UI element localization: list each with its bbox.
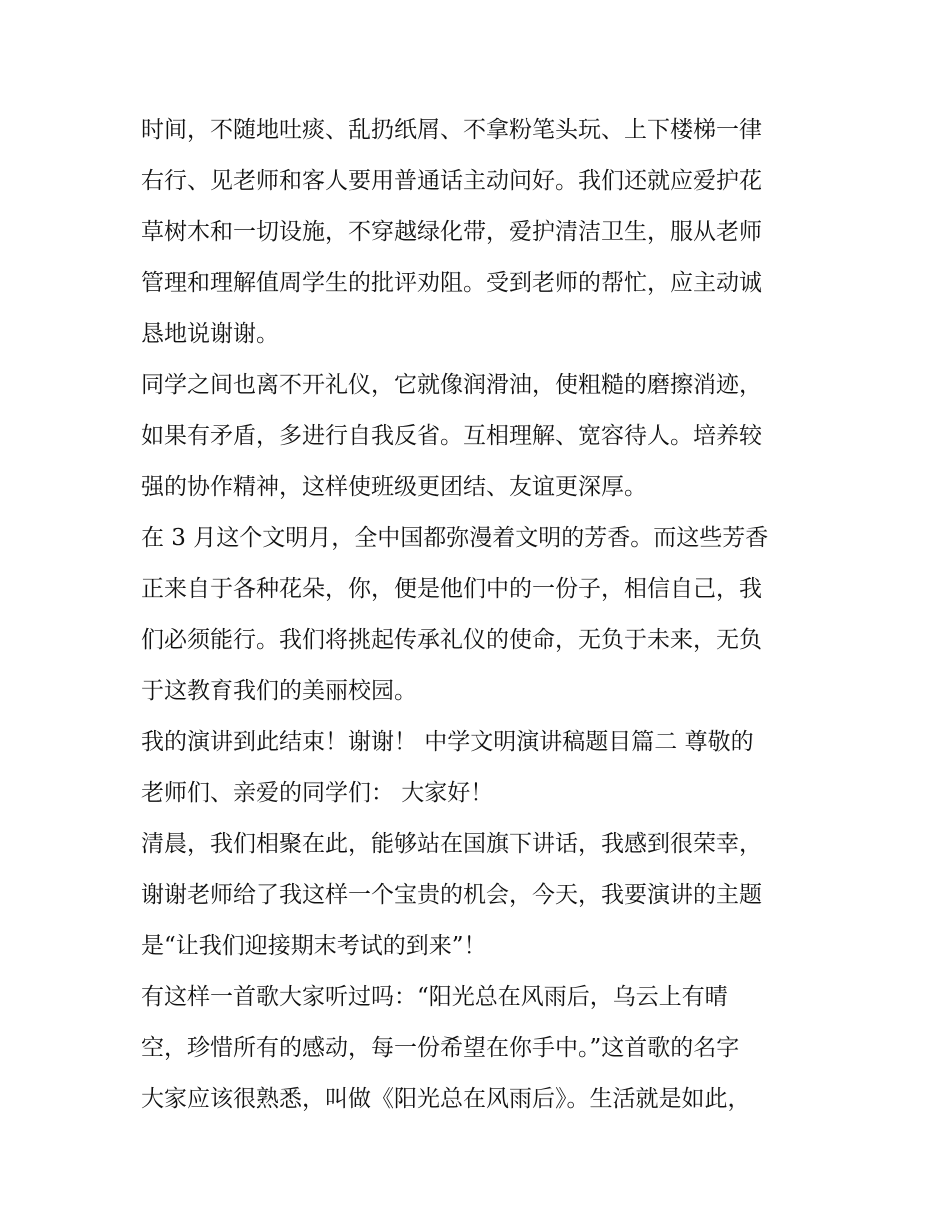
- text-line: 是“让我们迎接期末考试的到来”！: [141, 933, 487, 959]
- text-line: 老师们、亲爱的同学们： 大家好！: [141, 780, 494, 806]
- text-line: 强的协作精神，这样使班级更团结、友谊更深厚。: [141, 474, 647, 500]
- text-line: 有这样一首歌大家听过吗：“阳光总在风雨后，乌云上有晴: [141, 984, 728, 1010]
- text-line: 空，珍惜所有的感动，每一份希望在你手中。”这首歌的名字: [141, 1035, 740, 1061]
- text-line: 我的演讲到此结束！谢谢！ 中学文明演讲稿题目篇二 尊敬的: [141, 729, 754, 755]
- text-line: 谢谢老师给了我这样一个宝贵的机会，今天，我要演讲的主题: [141, 882, 762, 908]
- text-line: 们必须能行。我们将挑起传承礼仪的使命，无负于未来，无负: [141, 627, 762, 653]
- body-text: [141, 105, 821, 1125]
- text-line: 于这教育我们的美丽校园。: [141, 678, 417, 704]
- text-line: 管理和理解值周学生的批评劝阻。受到老师的帮忙，应主动诚: [141, 270, 762, 296]
- text-line: 草树木和一切设施，不穿越绿化带，爱护清洁卫生，服从老师: [141, 219, 762, 245]
- text-line: 如果有矛盾，多进行自我反省。互相理解、宽容待人。培养较: [141, 423, 762, 449]
- text-line: 恳地说谢谢。: [141, 321, 279, 347]
- text-line: 正来自于各种花朵，你，便是他们中的一份子，相信自己，我: [141, 576, 762, 602]
- text-line: 时间，不随地吐痰、乱扔纸屑、不拿粉笔头玩、上下楼梯一律: [141, 117, 762, 143]
- text-line: 同学之间也离不开礼仪，它就像润滑油，使粗糙的磨擦消迹，: [141, 372, 762, 398]
- text-line: 清晨，我们相聚在此，能够站在国旗下讲话，我感到很荣幸，: [141, 831, 762, 857]
- text-line: 在 3 月这个文明月，全中国都弥漫着文明的芳香。而这些芳香: [141, 525, 769, 551]
- text-line: 大家应该很熟悉，叫做《阳光总在风雨后》。生活就是如此，: [141, 1086, 751, 1112]
- text-line: 右行、见老师和客人要用普通话主动问好。我们还就应爱护花: [141, 168, 762, 194]
